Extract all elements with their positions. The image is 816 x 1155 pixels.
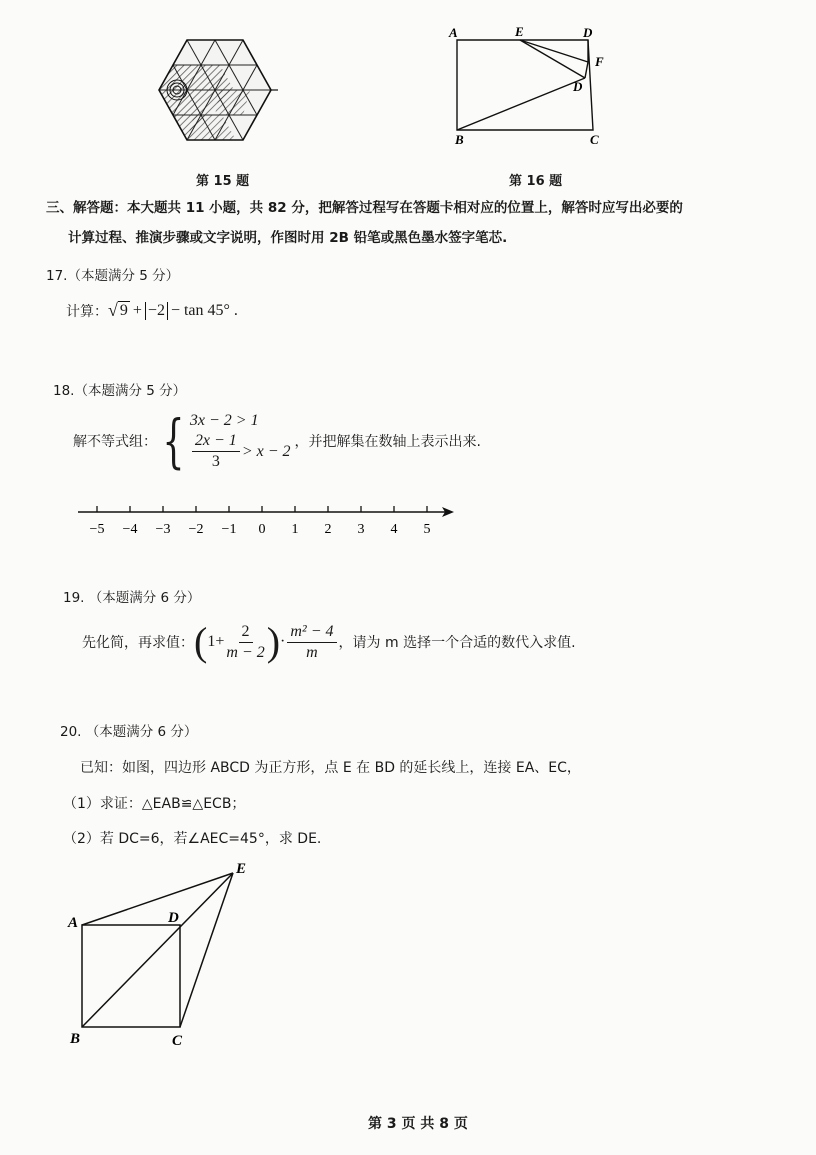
section-3-line-1: 三、解答题：本大题共 11 小题，共 82 分，把解答过程写在答题卡相对应的位置上，解答时应写出必要的 — [46, 200, 683, 216]
number-line-tick-label: 5 — [423, 522, 431, 537]
number-line-tick-label: 0 — [258, 522, 266, 537]
q17-abs — [145, 302, 168, 320]
number-line-tick-label: 4 — [390, 522, 398, 537]
number-line-tick-label: −3 — [155, 522, 171, 537]
number-line-tick-label: −5 — [89, 522, 105, 537]
q19-frac1-num: 2 — [239, 623, 253, 643]
number-line-tick-label: 3 — [357, 522, 365, 537]
q17-period: . — [233, 301, 238, 319]
figure-16-rectangle — [445, 20, 620, 150]
q20-part-1: （1）求证：△EAB≌△ECB； — [63, 796, 246, 812]
fig16-label-E: E — [515, 24, 524, 39]
fig20-label-E: E — [236, 861, 247, 877]
q18-frac-num: 2x − 1 — [192, 432, 240, 452]
q17-prefix: 计算： — [66, 303, 108, 320]
q20-part-2: （2）若 DC=6，若∠AEC=45°，求 DE. — [63, 831, 322, 847]
fig20-label-A: A — [68, 915, 79, 931]
q20-header: 20. （本题满分 6 分） — [60, 724, 198, 740]
fig16-label-A: A — [449, 25, 458, 40]
fig20-label-C: C — [172, 1033, 183, 1049]
number-line-tick-label: −2 — [188, 522, 204, 537]
fig16-label-D-prime: D — [573, 79, 583, 94]
q18-suffix: ，并把解集在数轴上表示出来. — [294, 433, 481, 450]
q17-header: 17.（本题满分 5 分） — [46, 268, 180, 284]
figure-15-caption: 第 15 题 — [196, 174, 250, 189]
brace-icon: { — [162, 406, 185, 475]
q18-prefix: 解不等式组： — [73, 433, 157, 450]
figure-20-square — [60, 855, 270, 1055]
q18-frac-den: 3 — [211, 453, 220, 470]
fig16-label-C: C — [590, 132, 599, 147]
q18-system — [73, 406, 481, 475]
section-3-line-2: 计算过程、推演步骤或文字说明，作图时用 2B 铅笔或黑色墨水签字笔芯. — [68, 230, 508, 246]
page-number: 第 3 页 共 8 页 — [368, 1116, 468, 1132]
q19-expression: 先化简，再求值： ( 1+ $\frac{2}{m - 2}$ ) · $\frac{\text{m² − 4}}{m}$ ，请为 m 选择一个合适的数代入求值. — [82, 619, 576, 664]
q18-header: 18.（本题满分 5 分） — [53, 383, 187, 399]
q19-header: 19. （本题满分 6 分） — [63, 590, 201, 606]
fig16-label-F: F — [595, 54, 604, 69]
sqrt-symbol: √ — [108, 300, 118, 320]
number-line-tick-label: −1 — [221, 522, 237, 537]
fig20-label-B: B — [70, 1031, 81, 1047]
q17-tail: − tan 45° — [170, 301, 230, 319]
figure-16-caption: 第 16 题 — [509, 174, 563, 189]
q19-one-plus: 1+ — [207, 633, 225, 650]
q19-suffix: ，请为 m 选择一个合适的数代入求值. — [338, 635, 576, 651]
number-line-tick-label: 1 — [291, 522, 299, 537]
figure-15-hexagon — [150, 35, 280, 145]
q18-ineq-2-tail: > x − 2 — [241, 442, 291, 460]
number-line-tick-label: −4 — [122, 522, 138, 537]
q19-dot: · — [280, 633, 286, 650]
number-line — [70, 500, 460, 545]
q17-expression: 计算： √ 9 + −2 − tan 45° . — [66, 300, 238, 320]
q18-ineq-1: 3x − 2 > 1 — [189, 412, 259, 429]
q19-frac2-den: m — [306, 643, 318, 661]
q19-frac2-num: m² − 4 — [287, 623, 336, 643]
q17-sqrt-arg: 9 — [119, 302, 128, 319]
fig16-label-D: D — [583, 25, 593, 40]
fig20-label-D: D — [168, 910, 179, 926]
number-line-tick-label: 2 — [324, 522, 332, 537]
q19-frac1-den: m − 2 — [226, 643, 265, 661]
fig16-label-B: B — [455, 132, 464, 147]
q19-prefix: 先化简，再求值： — [82, 635, 194, 651]
q17-abs-arg: −2 — [147, 301, 165, 319]
q20-given: 已知：如图，四边形 ABCD 为正方形，点 E 在 BD 的延长线上，连接 EA、EC， — [80, 760, 581, 776]
